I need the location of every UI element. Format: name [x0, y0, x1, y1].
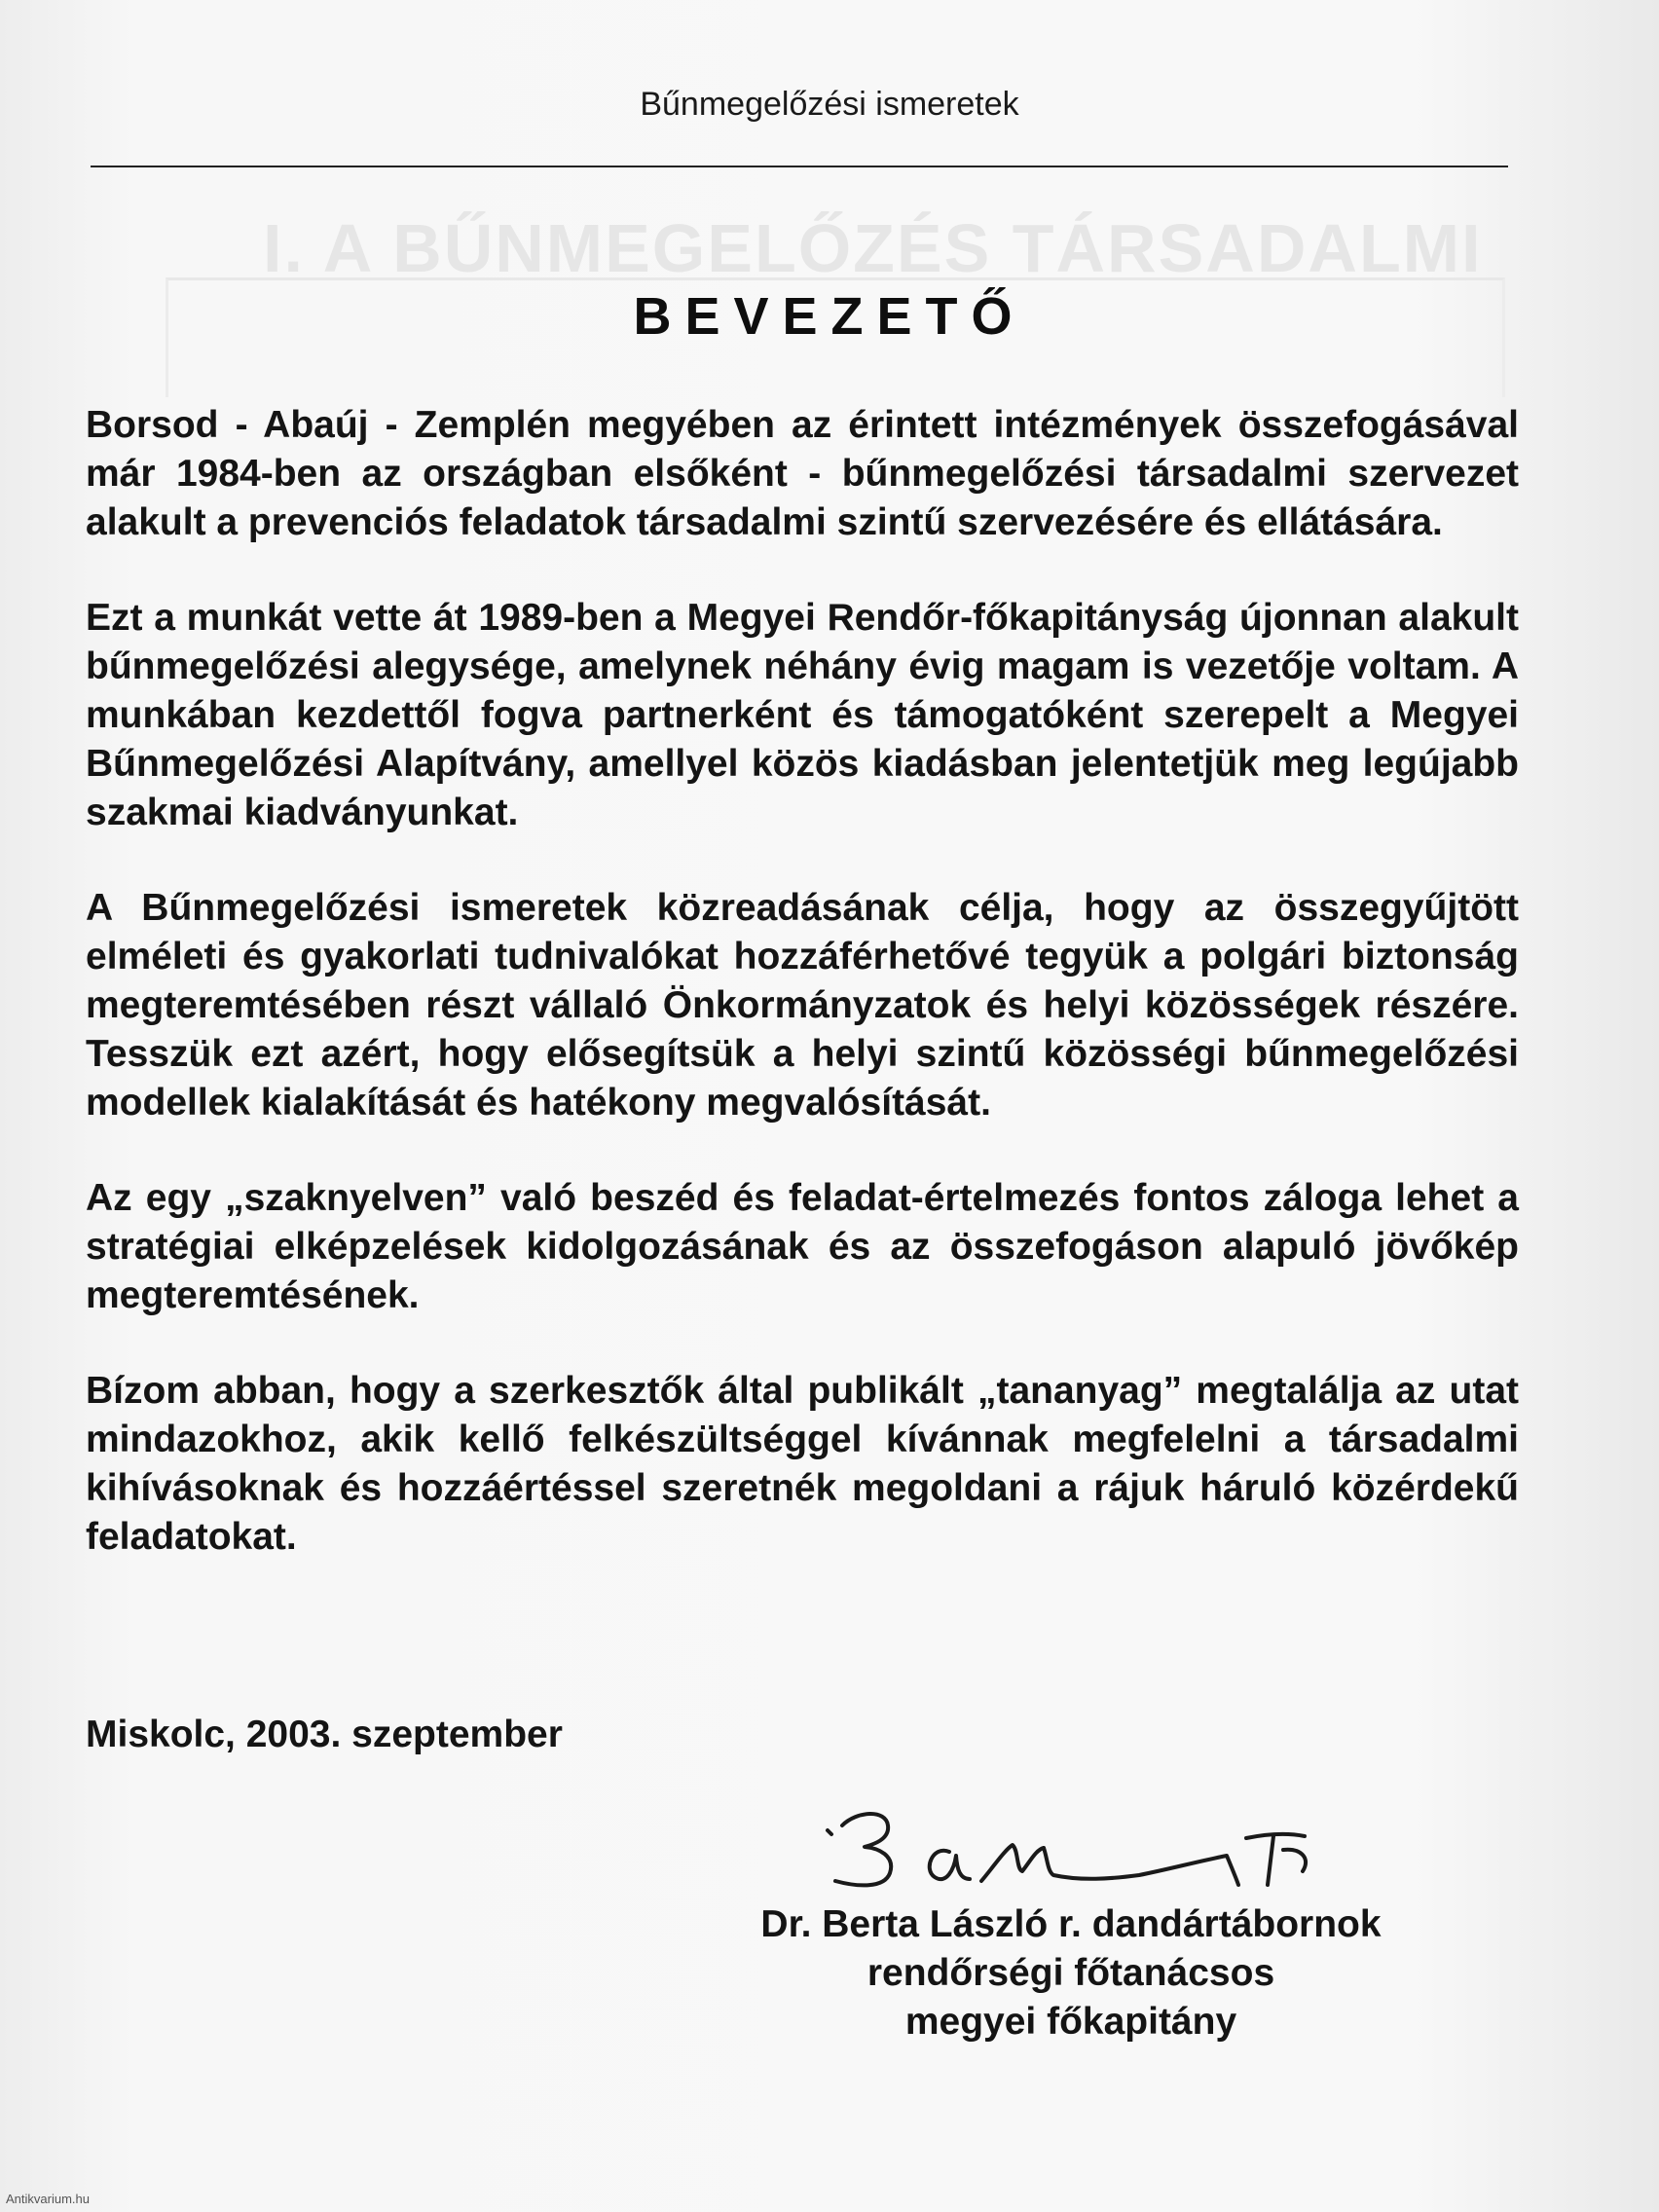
- show-through-text: I. A BŰNMEGELŐZÉS TÁRSADALMI: [263, 210, 1483, 286]
- dateline: Miskolc, 2003. szeptember: [86, 1714, 563, 1755]
- running-header: Bűnmegelőzési ismeretek: [640, 86, 1019, 123]
- watermark: Antikvarium.hu: [6, 2192, 90, 2206]
- handwritten-signature: [818, 1791, 1382, 1908]
- signatory-block: [682, 1900, 1460, 2046]
- body-text: [86, 401, 1519, 1608]
- signatory-name: Dr. Berta László r. dandártábornok: [760, 1903, 1382, 1945]
- paragraph-1: Borsod - Abaúj - Zemplén megyében az érintett intézmények összefogásával már 1984-ben az országban elsőként - bűnmegelőzési társadalmi szervezet alakult a prevenciós feladatok társadalmi szintű szervezésére és ellátására.: [86, 404, 1519, 543]
- paragraph-3: A Bűnmegelőzési ismeretek közreadásának célja, hogy az összegyűjtött elméleti és gyakorlati tudnivalókat hozzáférhetővé tegyük a polgári biztonság megteremtésében részt vállaló Önkormányzatok és helyi közösségek részére. Tesszük ezt azért, hogy elősegítsük a helyi szintű közösségi bűnmegelőzési modellek kialakítását és hatékony megvalósítását.: [86, 887, 1519, 1124]
- paragraph-4: Az egy „szaknyelven” való beszéd és feladat-értelmezés fontos záloga lehet a stratégiai elképzelések kidolgozásának és az összefogáson alapuló jövőkép megteremtésének.: [86, 1177, 1519, 1316]
- signatory-title: rendőrségi főtanácsos: [866, 1952, 1275, 1994]
- page-title: BEVEZETŐ: [633, 287, 1026, 346]
- signatory-position: megyei főkapitány: [904, 2001, 1237, 2043]
- header-rule: [91, 166, 1508, 167]
- paragraph-2: Ezt a munkát vette át 1989-ben a Megyei Rendőr-főkapitányság újonnan alakult bűnmegelőzési alegysége, amelynek néhány évig magam is vezetője voltam. A munkában kezdettől fogva partnerként és támogatóként szerepelt a Megyei Bűnmegelőzési Alapítvány, amellyel közös kiadásban jelentetjük meg legújabb szakmai kiadványunkat.: [86, 597, 1519, 833]
- paragraph-5: Bízom abban, hogy a szerkesztők által publikált „tananyag” megtalálja az utat mindazokhoz, akik kellő felkészültséggel kívánnak megfelelni a társadalmi kihívásoknak és hozzáértéssel szeretnék megoldani a rájuk háruló közérdekű feladatokat.: [86, 1370, 1519, 1558]
